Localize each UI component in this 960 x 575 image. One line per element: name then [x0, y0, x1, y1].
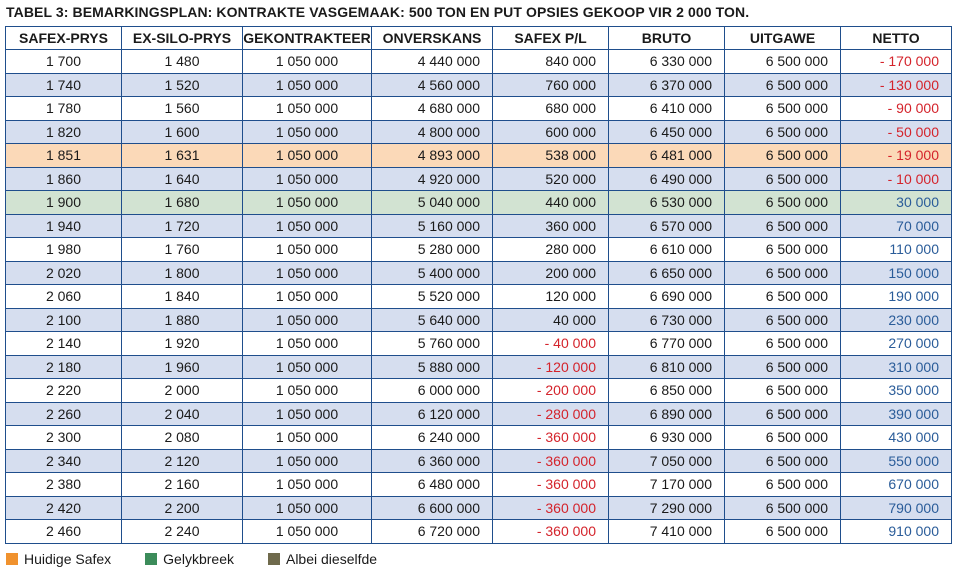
table-cell: 6 500 000	[725, 167, 841, 191]
table-cell: 6 500 000	[725, 261, 841, 285]
table-cell: 7 170 000	[609, 473, 725, 497]
table-cell: 1 960	[122, 355, 243, 379]
table-cell: 6 500 000	[725, 332, 841, 356]
table-cell: 2 020	[6, 261, 122, 285]
table-cell: 1 880	[122, 308, 243, 332]
table-cell: 6 500 000	[725, 214, 841, 238]
table-cell: 150 000	[841, 261, 952, 285]
table-cell: 1 820	[6, 120, 122, 144]
table-cell: 1 050 000	[243, 191, 372, 215]
table-cell: 6 490 000	[609, 167, 725, 191]
table-cell: 1 050 000	[243, 261, 372, 285]
table-cell: 1 050 000	[243, 379, 372, 403]
table-cell: 1 050 000	[243, 285, 372, 309]
table-row	[6, 120, 952, 144]
table-cell: 6 500 000	[725, 449, 841, 473]
table-cell: 4 680 000	[372, 97, 493, 121]
table-cell: 5 160 000	[372, 214, 493, 238]
table-cell: - 130 000	[841, 73, 952, 97]
table-cell: 5 400 000	[372, 261, 493, 285]
table-cell: 110 000	[841, 238, 952, 262]
col-header-gekontrakteer: GEKONTRAKTEER	[243, 27, 372, 50]
table-cell: 5 280 000	[372, 238, 493, 262]
table-cell: 6 481 000	[609, 144, 725, 168]
table-cell: 1 520	[122, 73, 243, 97]
table-cell: 6 500 000	[725, 97, 841, 121]
table-cell: 1 780	[6, 97, 122, 121]
table-cell: 5 760 000	[372, 332, 493, 356]
table-cell: 2 180	[6, 355, 122, 379]
table-row	[6, 167, 952, 191]
legend-item-current	[6, 551, 111, 567]
table-cell: 538 000	[493, 144, 609, 168]
col-header-bruto: BRUTO	[609, 27, 725, 50]
table-cell: 4 560 000	[372, 73, 493, 97]
table-cell: - 360 000	[493, 473, 609, 497]
table-cell: 680 000	[493, 97, 609, 121]
legend-swatch-orange	[6, 553, 18, 565]
table-row	[6, 238, 952, 262]
table-cell: 6 450 000	[609, 120, 725, 144]
table-cell: 2 260	[6, 402, 122, 426]
table-cell: 6 500 000	[725, 50, 841, 74]
table-row	[6, 191, 952, 215]
table-row	[6, 496, 952, 520]
table-cell: 6 530 000	[609, 191, 725, 215]
table-cell: 6 500 000	[725, 191, 841, 215]
table-cell: 6 500 000	[725, 355, 841, 379]
table-cell: 6 730 000	[609, 308, 725, 332]
table-cell: 4 800 000	[372, 120, 493, 144]
table-cell: 6 500 000	[725, 120, 841, 144]
table-cell: 6 500 000	[725, 285, 841, 309]
table-cell: 1 050 000	[243, 426, 372, 450]
table-cell: 1 940	[6, 214, 122, 238]
table-cell: 5 040 000	[372, 191, 493, 215]
table-cell: 2 340	[6, 449, 122, 473]
table-cell: 6 600 000	[372, 496, 493, 520]
table-cell: - 280 000	[493, 402, 609, 426]
table-row	[6, 308, 952, 332]
table-cell: 1 700	[6, 50, 122, 74]
table-cell: 1 640	[122, 167, 243, 191]
table-row	[6, 520, 952, 544]
table-cell: 2 040	[122, 402, 243, 426]
table-row	[6, 379, 952, 403]
table-cell: 1 050 000	[243, 167, 372, 191]
table-row	[6, 285, 952, 309]
table-row	[6, 73, 952, 97]
table-cell: 1 050 000	[243, 50, 372, 74]
table-cell: 2 000	[122, 379, 243, 403]
table-row	[6, 449, 952, 473]
table-cell: 5 640 000	[372, 308, 493, 332]
table-cell: 600 000	[493, 120, 609, 144]
table-cell: 1 050 000	[243, 73, 372, 97]
col-header-uitgawe: UITGAWE	[725, 27, 841, 50]
table-cell: - 360 000	[493, 426, 609, 450]
table-cell: 70 000	[841, 214, 952, 238]
table-cell: 1 480	[122, 50, 243, 74]
table-cell: 6 480 000	[372, 473, 493, 497]
table-cell: 2 120	[122, 449, 243, 473]
table-cell: 6 930 000	[609, 426, 725, 450]
table-cell: 2 220	[6, 379, 122, 403]
marketing-plan-table	[5, 26, 952, 544]
table-cell: - 120 000	[493, 355, 609, 379]
table-cell: 5 880 000	[372, 355, 493, 379]
table-cell: 2 240	[122, 520, 243, 544]
table-cell: 1 840	[122, 285, 243, 309]
table-cell: 1 050 000	[243, 238, 372, 262]
table-cell: 4 440 000	[372, 50, 493, 74]
table-cell: 120 000	[493, 285, 609, 309]
table-cell: 760 000	[493, 73, 609, 97]
table-cell: 1 631	[122, 144, 243, 168]
table-cell: 1 050 000	[243, 402, 372, 426]
table-cell: 6 240 000	[372, 426, 493, 450]
table-cell: 790 000	[841, 496, 952, 520]
table-cell: 6 500 000	[725, 402, 841, 426]
table-cell: 7 290 000	[609, 496, 725, 520]
table-cell: 1 050 000	[243, 308, 372, 332]
table-row	[6, 144, 952, 168]
table-cell: 1 050 000	[243, 144, 372, 168]
table-cell: 910 000	[841, 520, 952, 544]
table-cell: 1 050 000	[243, 214, 372, 238]
table-cell: 6 720 000	[372, 520, 493, 544]
table-cell: 2 160	[122, 473, 243, 497]
table-cell: 200 000	[493, 261, 609, 285]
table-cell: 1 050 000	[243, 473, 372, 497]
table-cell: - 360 000	[493, 449, 609, 473]
table-cell: 1 900	[6, 191, 122, 215]
table-cell: 6 370 000	[609, 73, 725, 97]
table-cell: 1 740	[6, 73, 122, 97]
table-cell: 1 050 000	[243, 120, 372, 144]
legend-label: Huidige Safex	[24, 551, 112, 567]
legend-label: Albei dieselfde	[285, 551, 378, 567]
legend-swatch-olive	[268, 553, 280, 565]
table-cell: 6 500 000	[725, 308, 841, 332]
table-cell: 4 893 000	[372, 144, 493, 168]
table-cell: 1 050 000	[243, 496, 372, 520]
table-cell: 6 500 000	[725, 520, 841, 544]
table-cell: 840 000	[493, 50, 609, 74]
table-cell: - 360 000	[493, 496, 609, 520]
table-cell: 6 500 000	[725, 238, 841, 262]
table-row	[6, 402, 952, 426]
table-cell: 1 760	[122, 238, 243, 262]
legend-item-breakeven	[145, 551, 234, 567]
table-row	[6, 97, 952, 121]
table-cell: 6 360 000	[372, 449, 493, 473]
table-cell: 5 520 000	[372, 285, 493, 309]
table-cell: 1 050 000	[243, 97, 372, 121]
table-cell: 1 800	[122, 261, 243, 285]
table-cell: 6 850 000	[609, 379, 725, 403]
table-cell: 7 410 000	[609, 520, 725, 544]
col-header-safex-prys: SAFEX-PRYS	[6, 27, 122, 50]
table-cell: 2 380	[6, 473, 122, 497]
col-header-netto: NETTO	[841, 27, 952, 50]
table-cell: 6 770 000	[609, 332, 725, 356]
table-cell: 230 000	[841, 308, 952, 332]
table-row	[6, 261, 952, 285]
table-cell: 190 000	[841, 285, 952, 309]
table-cell: - 40 000	[493, 332, 609, 356]
table-row	[6, 332, 952, 356]
table-title: TABEL 3: BEMARKINGSPLAN: KONTRAKTE VASGEMAAK: 500 TON EN PUT OPSIES GEKOOP VIR 2 000 TON.	[6, 4, 750, 20]
legend	[6, 551, 411, 567]
table-row	[6, 355, 952, 379]
table-cell: - 19 000	[841, 144, 952, 168]
table-cell: 6 890 000	[609, 402, 725, 426]
table-cell: 1 980	[6, 238, 122, 262]
table-cell: 6 570 000	[609, 214, 725, 238]
legend-label: Gelykbreek	[163, 551, 234, 567]
table-cell: - 360 000	[493, 520, 609, 544]
table-cell: 6 500 000	[725, 144, 841, 168]
table-cell: 2 080	[122, 426, 243, 450]
table-cell: - 10 000	[841, 167, 952, 191]
table-cell: 2 300	[6, 426, 122, 450]
col-header-safex-pl: SAFEX P/L	[493, 27, 609, 50]
table-cell: 6 410 000	[609, 97, 725, 121]
table-cell: 270 000	[841, 332, 952, 356]
table-cell: - 200 000	[493, 379, 609, 403]
table-cell: 2 420	[6, 496, 122, 520]
table-cell: 6 500 000	[725, 496, 841, 520]
table-cell: 1 050 000	[243, 520, 372, 544]
table-cell: 1 860	[6, 167, 122, 191]
table-row	[6, 50, 952, 74]
table-cell: 550 000	[841, 449, 952, 473]
table-cell: 430 000	[841, 426, 952, 450]
table-row	[6, 426, 952, 450]
table-cell: 7 050 000	[609, 449, 725, 473]
table-cell: 350 000	[841, 379, 952, 403]
table-cell: 6 650 000	[609, 261, 725, 285]
table-cell: 1 050 000	[243, 332, 372, 356]
table-cell: 280 000	[493, 238, 609, 262]
table-cell: 2 060	[6, 285, 122, 309]
table-cell: 6 120 000	[372, 402, 493, 426]
table-cell: 360 000	[493, 214, 609, 238]
table-cell: 6 000 000	[372, 379, 493, 403]
table-cell: 6 330 000	[609, 50, 725, 74]
table-cell: 40 000	[493, 308, 609, 332]
table-cell: 2 200	[122, 496, 243, 520]
table-cell: 6 810 000	[609, 355, 725, 379]
header-row	[6, 27, 952, 50]
table-cell: 670 000	[841, 473, 952, 497]
table-cell: 4 920 000	[372, 167, 493, 191]
table-cell: 6 500 000	[725, 473, 841, 497]
table-cell: 6 500 000	[725, 73, 841, 97]
col-header-onverskans: ONVERSKANS	[372, 27, 493, 50]
table-cell: - 50 000	[841, 120, 952, 144]
table-cell: 6 610 000	[609, 238, 725, 262]
col-header-ex-silo-prys: EX-SILO-PRYS	[122, 27, 243, 50]
table-cell: 6 500 000	[725, 426, 841, 450]
table-cell: 2 460	[6, 520, 122, 544]
table-cell: 390 000	[841, 402, 952, 426]
table-cell: 520 000	[493, 167, 609, 191]
table-cell: 1 851	[6, 144, 122, 168]
table-cell: 30 000	[841, 191, 952, 215]
table-cell: 1 600	[122, 120, 243, 144]
table-cell: - 170 000	[841, 50, 952, 74]
table-cell: 6 500 000	[725, 379, 841, 403]
table-cell: 1 720	[122, 214, 243, 238]
table-cell: 440 000	[493, 191, 609, 215]
table-cell: 1 050 000	[243, 355, 372, 379]
legend-item-both	[268, 551, 377, 567]
table-row	[6, 214, 952, 238]
table-cell: 1 920	[122, 332, 243, 356]
table-body	[6, 50, 952, 544]
table-cell: 1 050 000	[243, 449, 372, 473]
legend-swatch-green	[145, 553, 157, 565]
table-cell: 1 680	[122, 191, 243, 215]
table-cell: 1 560	[122, 97, 243, 121]
table-cell: 310 000	[841, 355, 952, 379]
table-cell: - 90 000	[841, 97, 952, 121]
table-cell: 6 690 000	[609, 285, 725, 309]
table-cell: 2 140	[6, 332, 122, 356]
table-cell: 2 100	[6, 308, 122, 332]
table-row	[6, 473, 952, 497]
